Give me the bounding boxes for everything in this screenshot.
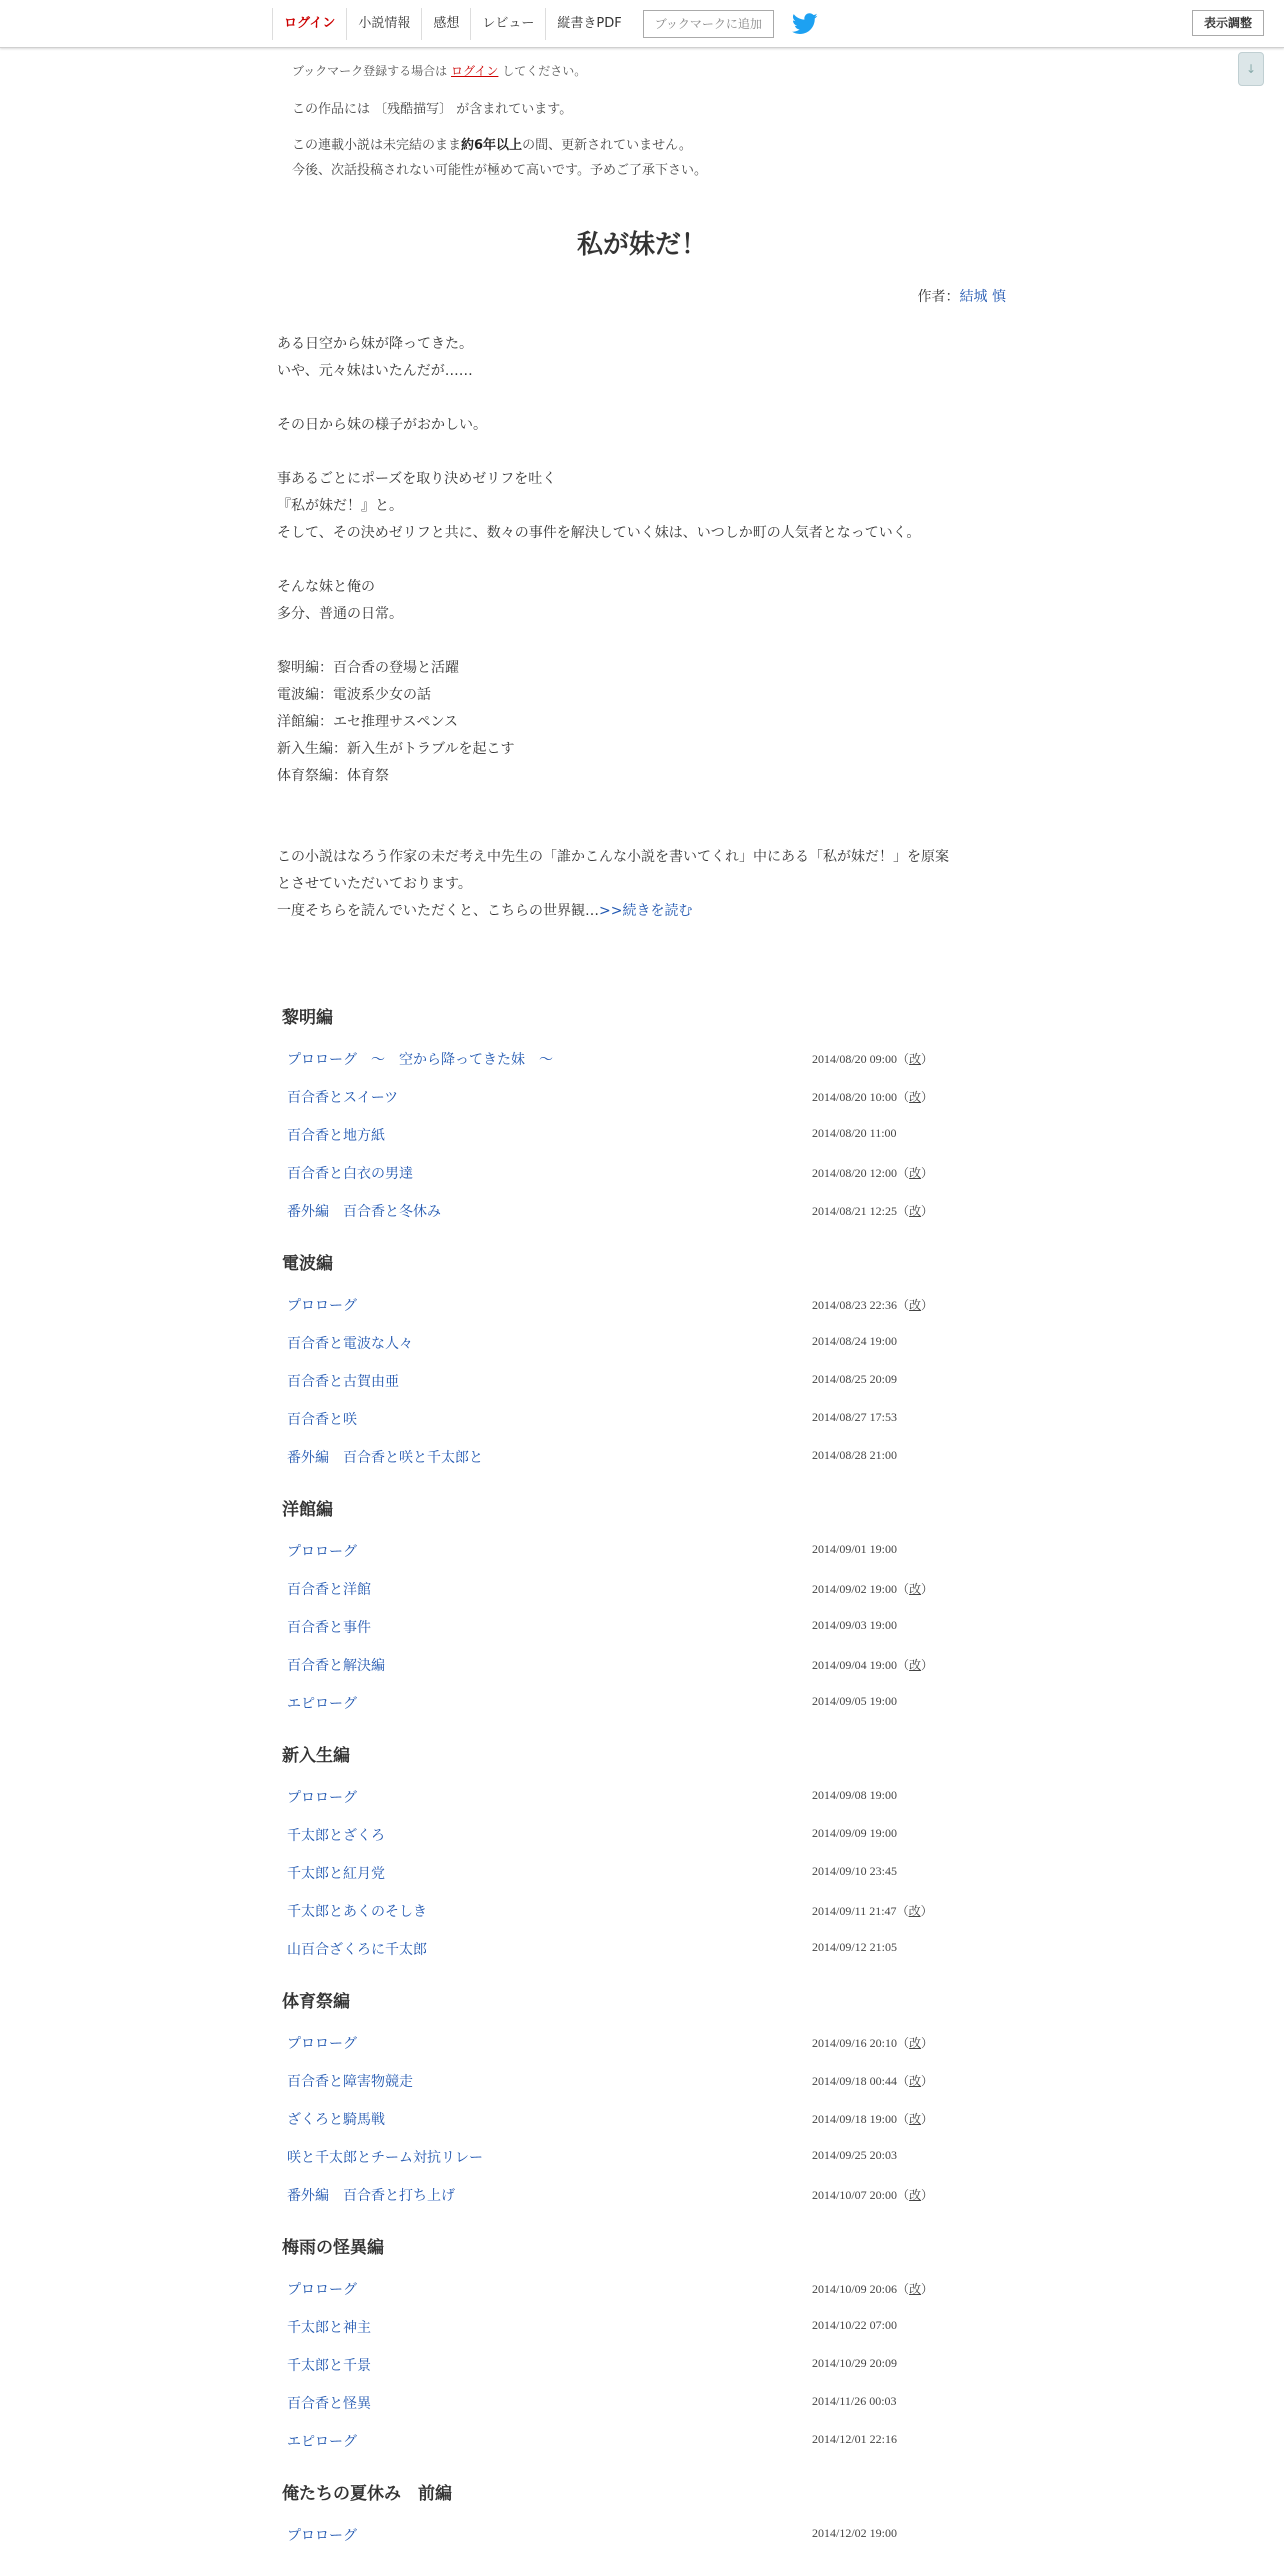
episode-row [282, 1617, 1002, 1655]
episode-row [282, 1371, 1002, 1409]
episode-date [812, 1448, 897, 1463]
episode-row [282, 2355, 1002, 2393]
episode-date-text: 2014/09/04 19:00 [812, 1658, 898, 1672]
episode-date-text: 2014/08/25 20:09 [812, 1372, 898, 1386]
episode-link[interactable]: 百合香と洋館 [287, 1582, 371, 1598]
notice-prefix: ブックマーク登録する場合は [292, 64, 448, 78]
revised-marker[interactable]: 改 [909, 1658, 922, 1672]
episode-date [812, 2034, 933, 2051]
chapter-title: 梅雨の怪異編 [282, 2238, 384, 2258]
episode-link[interactable]: 百合香と解決編 [287, 1658, 385, 1674]
synopsis-paragraph: 黎明編：百合香の登場と活躍 電波編：電波系少女の話 洋館編：エセ推理サスペンス 新入生編：新入生がトラブルを起こす 体育祭編：体育祭 [277, 660, 515, 784]
episode-date-text: 2014/08/20 09:00 [812, 1052, 898, 1066]
revised-paren: ） [921, 1090, 934, 1104]
chapter-title: 黎明編 [282, 1008, 333, 1028]
content-warning: この作品には 〔残酷描写〕 が含まれています。 [292, 102, 573, 117]
episode-link[interactable]: 千太郎と紅月党 [287, 1866, 385, 1882]
add-bookmark-button[interactable]: ブックマークに追加 [643, 10, 774, 38]
read-more-link[interactable]: >>続きを読む [599, 903, 693, 919]
episode-link[interactable]: プロローグ [287, 2282, 357, 2298]
episode-date-text: 2014/08/27 17:53 [812, 1410, 898, 1424]
revised-marker[interactable]: 改 [909, 2074, 922, 2088]
episode-date [812, 2280, 933, 2297]
episode-row [282, 1939, 1002, 1977]
revised-paren: ） [921, 1298, 934, 1312]
episode-date-text: 2014/08/20 11:00 [812, 1126, 897, 1140]
episode-row [282, 2147, 1002, 2185]
episode-date [812, 1334, 897, 1349]
episode-link[interactable]: 咲と千太郎とチーム対抗リレー [287, 2150, 483, 2166]
episode-date-text: 2014/09/12 21:05 [812, 1940, 898, 1954]
episode-link[interactable]: 番外編 百合香と咲と千太郎と [287, 1450, 483, 1466]
hiatus-duration: 約6年以上 [461, 138, 523, 153]
episode-link[interactable]: 百合香と電波な人々 [287, 1336, 413, 1352]
revised-marker[interactable]: 改 [909, 2188, 922, 2202]
revised-paren: ） [921, 1204, 934, 1218]
synopsis-closing-2: とさせていただいております。 [277, 876, 472, 892]
nav-novel-info[interactable]: 小説情報 [346, 8, 421, 40]
display-settings-button[interactable]: 表示調整 [1192, 10, 1264, 36]
revised-paren: （ [897, 1582, 910, 1596]
episode-link[interactable]: エピローグ [287, 2434, 357, 2450]
episode-link[interactable]: 千太郎とざくろ [287, 1828, 385, 1844]
revised-marker[interactable]: 改 [909, 1298, 922, 1312]
revised-marker[interactable]: 改 [909, 1090, 922, 1104]
chapter-title: 体育祭編 [282, 1992, 350, 2012]
revised-paren: ） [921, 1582, 934, 1596]
revised-paren: （ [897, 1298, 910, 1312]
scroll-down-tab[interactable]: ↓ [1238, 52, 1264, 86]
episode-date [812, 2526, 897, 2541]
episode-date-text: 2014/09/18 00:44 [812, 2074, 898, 2088]
revised-marker[interactable]: 改 [909, 2282, 922, 2296]
episode-date [812, 1202, 933, 1219]
revised-marker[interactable]: 改 [908, 1904, 921, 1918]
synopsis-paragraph: ある日空から妹が降ってきた。 いや、元々妹はいたんだが…… [277, 336, 473, 379]
episode-row [282, 2431, 1002, 2469]
revised-paren: （ [897, 2074, 910, 2088]
episode-row [282, 1825, 1002, 1863]
episode-date [812, 2394, 897, 2409]
episode-row [282, 2033, 1002, 2071]
episode-link[interactable]: 千太郎と神主 [287, 2320, 371, 2336]
episode-date-text: 2014/09/18 19:00 [812, 2112, 898, 2126]
revised-marker[interactable]: 改 [909, 1052, 922, 1066]
episode-row [282, 1049, 1002, 1087]
episode-date-text: 2014/10/22 07:00 [812, 2318, 898, 2332]
episode-date [812, 2432, 897, 2447]
episode-date [812, 2072, 933, 2089]
episode-date-text: 2014/09/02 19:00 [812, 1582, 898, 1596]
episode-row [282, 1125, 1002, 1163]
episode-date-text: 2014/09/09 19:00 [812, 1826, 898, 1840]
episode-row [282, 2525, 1002, 2563]
revised-marker[interactable]: 改 [909, 1166, 922, 1180]
episode-date-text: 2014/09/01 19:00 [812, 1542, 898, 1556]
episode-date [812, 2148, 897, 2163]
author-line [918, 286, 1006, 306]
revised-paren: （ [897, 1090, 910, 1104]
episode-link[interactable]: 百合香と地方紙 [287, 1128, 385, 1144]
episode-date [812, 1940, 897, 1955]
notice-suffix: してください。 [502, 64, 587, 78]
episode-date-text: 2014/10/07 20:00 [812, 2188, 898, 2202]
episode-link[interactable]: 千太郎とあくのそしき [287, 1904, 427, 1920]
revised-paren: ） [920, 1904, 933, 1918]
episode-link[interactable]: プロローグ [287, 2036, 357, 2052]
episode-link[interactable]: 百合香と事件 [287, 1620, 371, 1636]
revised-paren: （ [897, 2188, 910, 2202]
episode-date-text: 2014/12/01 22:16 [812, 2432, 898, 2446]
nav-impressions[interactable]: 感想 [421, 8, 470, 40]
synopsis-paragraph: その日から妹の様子がおかしい。 [277, 417, 487, 433]
nav-review[interactable]: レビュー [470, 8, 545, 40]
episode-date-text: 2014/08/20 12:00 [812, 1166, 898, 1180]
revised-marker[interactable]: 改 [909, 1204, 922, 1218]
episode-row [282, 1409, 1002, 1447]
episode-date-text: 2014/09/11 21:47 [812, 1904, 897, 1918]
episode-link[interactable]: プロローグ [287, 1790, 357, 1806]
episode-date [812, 2186, 933, 2203]
revised-marker[interactable]: 改 [909, 2112, 922, 2126]
revised-paren: ） [921, 1658, 934, 1672]
episode-date [812, 1788, 897, 1803]
episode-row [282, 1541, 1002, 1579]
revised-paren: ） [921, 2188, 934, 2202]
hiatus-post: の間、更新されていません。 [522, 138, 692, 153]
episode-date-text: 2014/11/26 00:03 [812, 2394, 897, 2408]
episode-date-text: 2014/08/23 22:36 [812, 1298, 898, 1312]
revised-marker[interactable]: 改 [909, 1582, 922, 1596]
episode-date [812, 1126, 897, 1141]
episode-row [282, 2393, 1002, 2431]
episode-link[interactable]: 百合香と古賀由亜 [287, 1374, 399, 1390]
episode-date-text: 2014/10/09 20:06 [812, 2282, 898, 2296]
episode-link[interactable]: ざくろと騎馬戦 [287, 2112, 385, 2128]
episode-date-text: 2014/09/25 20:03 [812, 2148, 898, 2162]
chapter-title: 俺たちの夏休み 前編 [282, 2484, 452, 2504]
episode-link[interactable]: エピローグ [287, 1696, 357, 1712]
hiatus-line-2: 今後、次話投稿されない可能性が極めて高いです。予めご了承下さい。 [292, 163, 707, 178]
episode-row [282, 1693, 1002, 1731]
episode-date [812, 1694, 897, 1709]
synopsis-closing-1: この小説はなろう作家の未だ考え中先生の「誰かこんな小説を書いてくれ」中にある「私が妹だ！」を原案 [277, 849, 949, 865]
revised-paren: ） [921, 1166, 934, 1180]
revised-paren: （ [897, 1052, 910, 1066]
episode-row [282, 1655, 1002, 1693]
revised-paren: （ [897, 2036, 910, 2050]
episode-link[interactable]: 百合香とスイーツ [287, 1090, 399, 1106]
episode-row [282, 1579, 1002, 1617]
episode-link[interactable]: プロローグ [287, 1544, 357, 1560]
hiatus-pre: この連載小説は未完結のまま [292, 138, 462, 153]
episode-date-text: 2014/09/10 23:45 [812, 1864, 898, 1878]
episode-date [812, 1088, 933, 1105]
revised-paren: ） [921, 2282, 934, 2296]
episode-date [812, 1542, 897, 1557]
episode-row [282, 2109, 1002, 2147]
revised-paren: ） [921, 2112, 934, 2126]
episode-date [812, 1296, 933, 1313]
nav-menu [272, 8, 818, 40]
episode-date [812, 2356, 897, 2371]
episode-link[interactable]: プロローグ [287, 2528, 357, 2544]
revised-marker[interactable]: 改 [909, 2036, 922, 2050]
episode-link[interactable]: 百合香と障害物競走 [287, 2074, 413, 2090]
episode-date [812, 1050, 933, 1067]
revised-paren: （ [897, 1166, 910, 1180]
chapter-title: 洋館編 [282, 1500, 333, 1520]
episode-link[interactable]: 番外編 百合香と打ち上げ [287, 2188, 455, 2204]
synopsis-paragraph: そんな妹と俺の 多分、普通の日常。 [277, 579, 403, 622]
top-nav-bar [0, 0, 1284, 48]
author-label: 作者： [917, 289, 960, 305]
episode-date-text: 2014/10/29 20:09 [812, 2356, 898, 2370]
synopsis-closing-3-text: 一度そちらを読んでいただくと、こちらの世界観… [277, 903, 599, 919]
episode-row [282, 1295, 1002, 1333]
revised-paren: ） [921, 2074, 934, 2088]
episode-link[interactable]: 百合香と咲 [287, 1412, 357, 1428]
revised-paren: （ [896, 1904, 909, 1918]
synopsis-closing-3 [277, 898, 1017, 925]
hiatus-notice [292, 133, 707, 183]
hiatus-line-1 [292, 133, 707, 158]
chapter-title: 新入生編 [282, 1746, 350, 1766]
episode-row [282, 1201, 1002, 1239]
revised-paren: （ [897, 1204, 910, 1218]
episode-date [812, 1864, 897, 1879]
episode-date-text: 2014/09/03 19:00 [812, 1618, 898, 1632]
synopsis [277, 331, 1017, 925]
revised-paren: （ [897, 2282, 910, 2296]
episode-date-text: 2014/09/16 20:10 [812, 2036, 898, 2050]
episode-row [282, 1863, 1002, 1901]
episode-link[interactable]: 百合香と白衣の男達 [287, 1166, 413, 1182]
nav-vertical-pdf[interactable]: 縦書きPDF [545, 8, 632, 40]
episode-date-text: 2014/08/21 12:25 [812, 1204, 898, 1218]
episode-date [812, 1902, 933, 1919]
author-name-link[interactable]: 結城 慎 [959, 289, 1006, 305]
episode-link[interactable]: 千太郎と千景 [287, 2358, 371, 2374]
episode-date [812, 1656, 933, 1673]
episode-date-text: 2014/12/02 19:00 [812, 2526, 898, 2540]
episode-date-text: 2014/09/08 19:00 [812, 1788, 898, 1802]
episode-row [282, 1447, 1002, 1485]
episode-date [812, 1618, 897, 1633]
episode-row [282, 2279, 1002, 2317]
revised-paren: ） [921, 2036, 934, 2050]
episode-date [812, 2110, 933, 2127]
notice-login-link[interactable]: ログイン [451, 64, 499, 78]
episode-link[interactable]: プロローグ 〜 空から降ってきた妹 〜 [287, 1052, 553, 1068]
nav-login[interactable]: ログイン [272, 8, 346, 40]
episode-link[interactable]: 百合香と怪異 [287, 2396, 371, 2412]
chapter-title: 電波編 [282, 1254, 333, 1274]
revised-paren: （ [897, 1658, 910, 1672]
revised-paren: （ [897, 2112, 910, 2126]
episode-date-text: 2014/08/28 21:00 [812, 1448, 898, 1462]
episode-date [812, 1164, 933, 1181]
bookmark-login-notice [292, 62, 586, 79]
episode-row [282, 2317, 1002, 2355]
episode-date-text: 2014/08/20 10:00 [812, 1090, 898, 1104]
episode-date-text: 2014/09/05 19:00 [812, 1694, 898, 1708]
episode-row [282, 1163, 1002, 1201]
twitter-icon[interactable] [792, 13, 818, 35]
episode-date [812, 1372, 897, 1387]
episode-link[interactable]: 山百合ざくろに千太郎 [287, 1942, 427, 1958]
episode-row [282, 1787, 1002, 1825]
episode-date [812, 1580, 933, 1597]
episode-date [812, 2318, 897, 2333]
episode-row [282, 1901, 1002, 1939]
episode-date-text: 2014/08/24 19:00 [812, 1334, 898, 1348]
episode-date [812, 1826, 897, 1841]
episode-row [282, 2185, 1002, 2223]
episode-link[interactable]: プロローグ [287, 1298, 357, 1314]
synopsis-paragraph: 事あるごとにポーズを取り決めゼリフを吐く 『私が妹だ！』と。 そして、その決めゼリフと共に、数々の事件を解決していく妹は、いつしか町の人気者となっていく。 [277, 471, 921, 541]
revised-paren: ） [921, 1052, 934, 1066]
episode-link[interactable]: 番外編 百合香と冬休み [287, 1204, 441, 1220]
episode-row [282, 1087, 1002, 1125]
episode-row [282, 2071, 1002, 2109]
novel-title: 私が妹だ！ [576, 230, 707, 260]
episode-row [282, 1333, 1002, 1371]
episode-date [812, 1410, 897, 1425]
